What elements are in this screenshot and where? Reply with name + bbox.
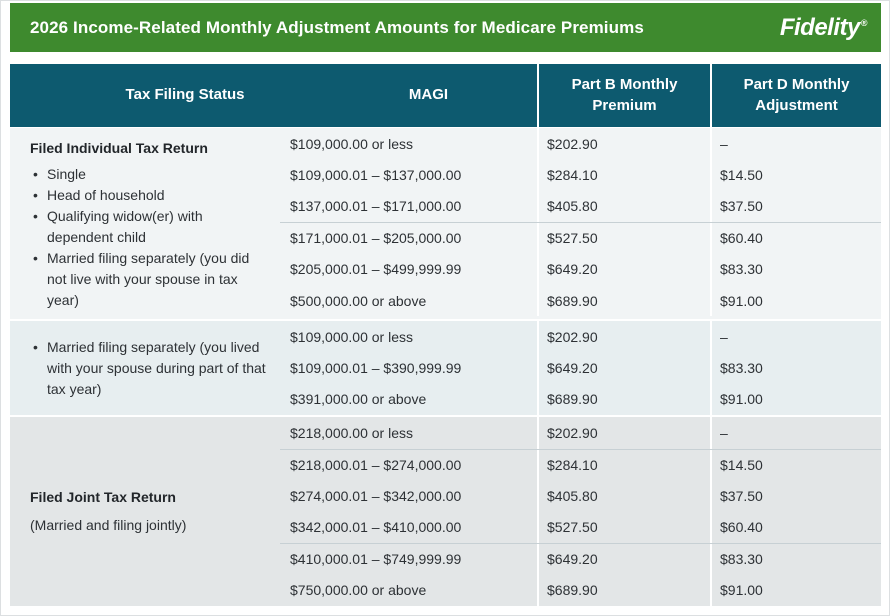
table-row	[280, 543, 881, 574]
fidelity-logo-text: Fidelity	[779, 13, 860, 41]
filing-status-section	[10, 321, 881, 415]
part-b-cell: $202.90	[537, 321, 710, 352]
table-row	[280, 449, 881, 480]
part-b-cell: $405.80	[537, 480, 710, 511]
table-row	[280, 128, 881, 159]
section-rows	[280, 128, 881, 319]
table-row	[280, 285, 881, 316]
magi-cell: $410,000.01 – $749,999.99	[290, 550, 462, 567]
table-row	[280, 352, 881, 383]
filing-status-bullet-list	[30, 337, 268, 400]
bullet-item: • Single	[30, 164, 268, 185]
bullet-item: • Married filing separately (you did not live with your spouse in tax year)	[30, 248, 268, 311]
fidelity-logo	[780, 14, 867, 42]
magi-cell: $109,000.01 – $390,999.99	[290, 360, 462, 377]
table-row	[280, 254, 881, 285]
magi-cell: $218,000.01 – $274,000.00	[290, 456, 462, 473]
header-cell-part-d-adjustment: Part D Monthly Adjustment	[710, 64, 881, 127]
magi-cell: $500,000.00 or above	[290, 292, 427, 309]
part-b-cell: $405.80	[537, 191, 710, 222]
part-d-cell: $91.00	[710, 574, 881, 605]
magi-cell: $205,000.01 – $499,999.99	[290, 261, 462, 278]
page-title: 2026 Income-Related Monthly Adjustment Amounts for Medicare Premiums	[30, 17, 644, 37]
header-cell-magi: MAGI	[408, 86, 449, 104]
part-d-cell: –	[710, 321, 881, 352]
table-row	[280, 191, 881, 222]
section-rows	[280, 417, 881, 605]
magi-cell: $137,000.01 – $171,000.00	[290, 198, 462, 215]
table-body	[10, 128, 881, 606]
section-title: Filed Individual Tax Return	[30, 140, 208, 156]
part-b-cell: $202.90	[537, 128, 710, 159]
table-row	[280, 384, 881, 415]
table-row	[280, 222, 881, 253]
part-b-cell: $689.90	[537, 574, 710, 605]
medicare-premium-table	[10, 64, 881, 606]
bullet-item: • Head of household	[30, 185, 268, 206]
part-d-cell: $37.50	[710, 480, 881, 511]
table-row	[280, 511, 881, 542]
magi-cell: $109,000.00 or less	[290, 328, 413, 345]
section-title: Filed Joint Tax Return	[30, 488, 176, 505]
part-d-cell: $60.40	[710, 223, 881, 253]
table-row	[280, 417, 881, 448]
magi-cell: $750,000.00 or above	[290, 581, 427, 598]
magi-cell: $342,000.01 – $410,000.00	[290, 519, 462, 536]
part-d-cell: $83.30	[710, 544, 881, 574]
part-d-cell: $14.50	[710, 159, 881, 190]
part-b-cell: $202.90	[537, 417, 710, 448]
filing-status-section	[10, 128, 881, 319]
header-cell-part-b-premium: Part B Monthly Premium	[537, 64, 710, 127]
part-b-cell: $284.10	[537, 159, 710, 190]
table-row	[280, 574, 881, 605]
table-header-row	[10, 64, 881, 127]
part-b-cell: $689.90	[537, 384, 710, 415]
table-row	[280, 321, 881, 352]
part-b-cell: $649.20	[537, 254, 710, 285]
part-d-cell: –	[710, 128, 881, 159]
part-d-cell: $37.50	[710, 191, 881, 222]
part-d-cell: $60.40	[710, 511, 881, 542]
bullet-item: • Qualifying widow(er) with dependent child	[30, 206, 268, 248]
section-subtitle: (Married and filing jointly)	[30, 516, 187, 533]
filing-status-cell	[10, 417, 280, 605]
part-b-cell: $284.10	[537, 450, 710, 480]
part-b-cell: $649.20	[537, 544, 710, 574]
header-cell-tax-filing-status: Tax Filing Status	[125, 86, 245, 104]
filing-status-cell	[10, 128, 280, 319]
filing-status-bullet-list	[30, 164, 268, 311]
part-d-cell: –	[710, 417, 881, 448]
part-b-cell: $527.50	[537, 223, 710, 253]
banner	[10, 3, 881, 52]
magi-cell: $391,000.00 or above	[290, 391, 427, 408]
registered-mark: ®	[860, 17, 867, 28]
filing-status-cell	[10, 321, 280, 415]
magi-cell: $109,000.00 or less	[290, 135, 413, 152]
magi-cell: $218,000.00 or less	[290, 424, 413, 441]
part-b-cell: $527.50	[537, 511, 710, 542]
magi-cell: $171,000.01 – $205,000.00	[290, 230, 462, 247]
part-d-cell: $83.30	[710, 352, 881, 383]
table-row	[280, 480, 881, 511]
part-d-cell: $91.00	[710, 384, 881, 415]
table-row	[280, 159, 881, 190]
magi-cell: $109,000.01 – $137,000.00	[290, 167, 462, 184]
section-rows	[280, 321, 881, 415]
part-b-cell: $689.90	[537, 285, 710, 316]
bullet-item: • Married filing separately (you lived with your spouse during part of that tax year)	[30, 337, 268, 400]
part-b-cell: $649.20	[537, 352, 710, 383]
filing-status-section	[10, 417, 881, 605]
part-d-cell: $91.00	[710, 285, 881, 316]
part-d-cell: $14.50	[710, 450, 881, 480]
part-d-cell: $83.30	[710, 254, 881, 285]
magi-cell: $274,000.01 – $342,000.00	[290, 487, 462, 504]
